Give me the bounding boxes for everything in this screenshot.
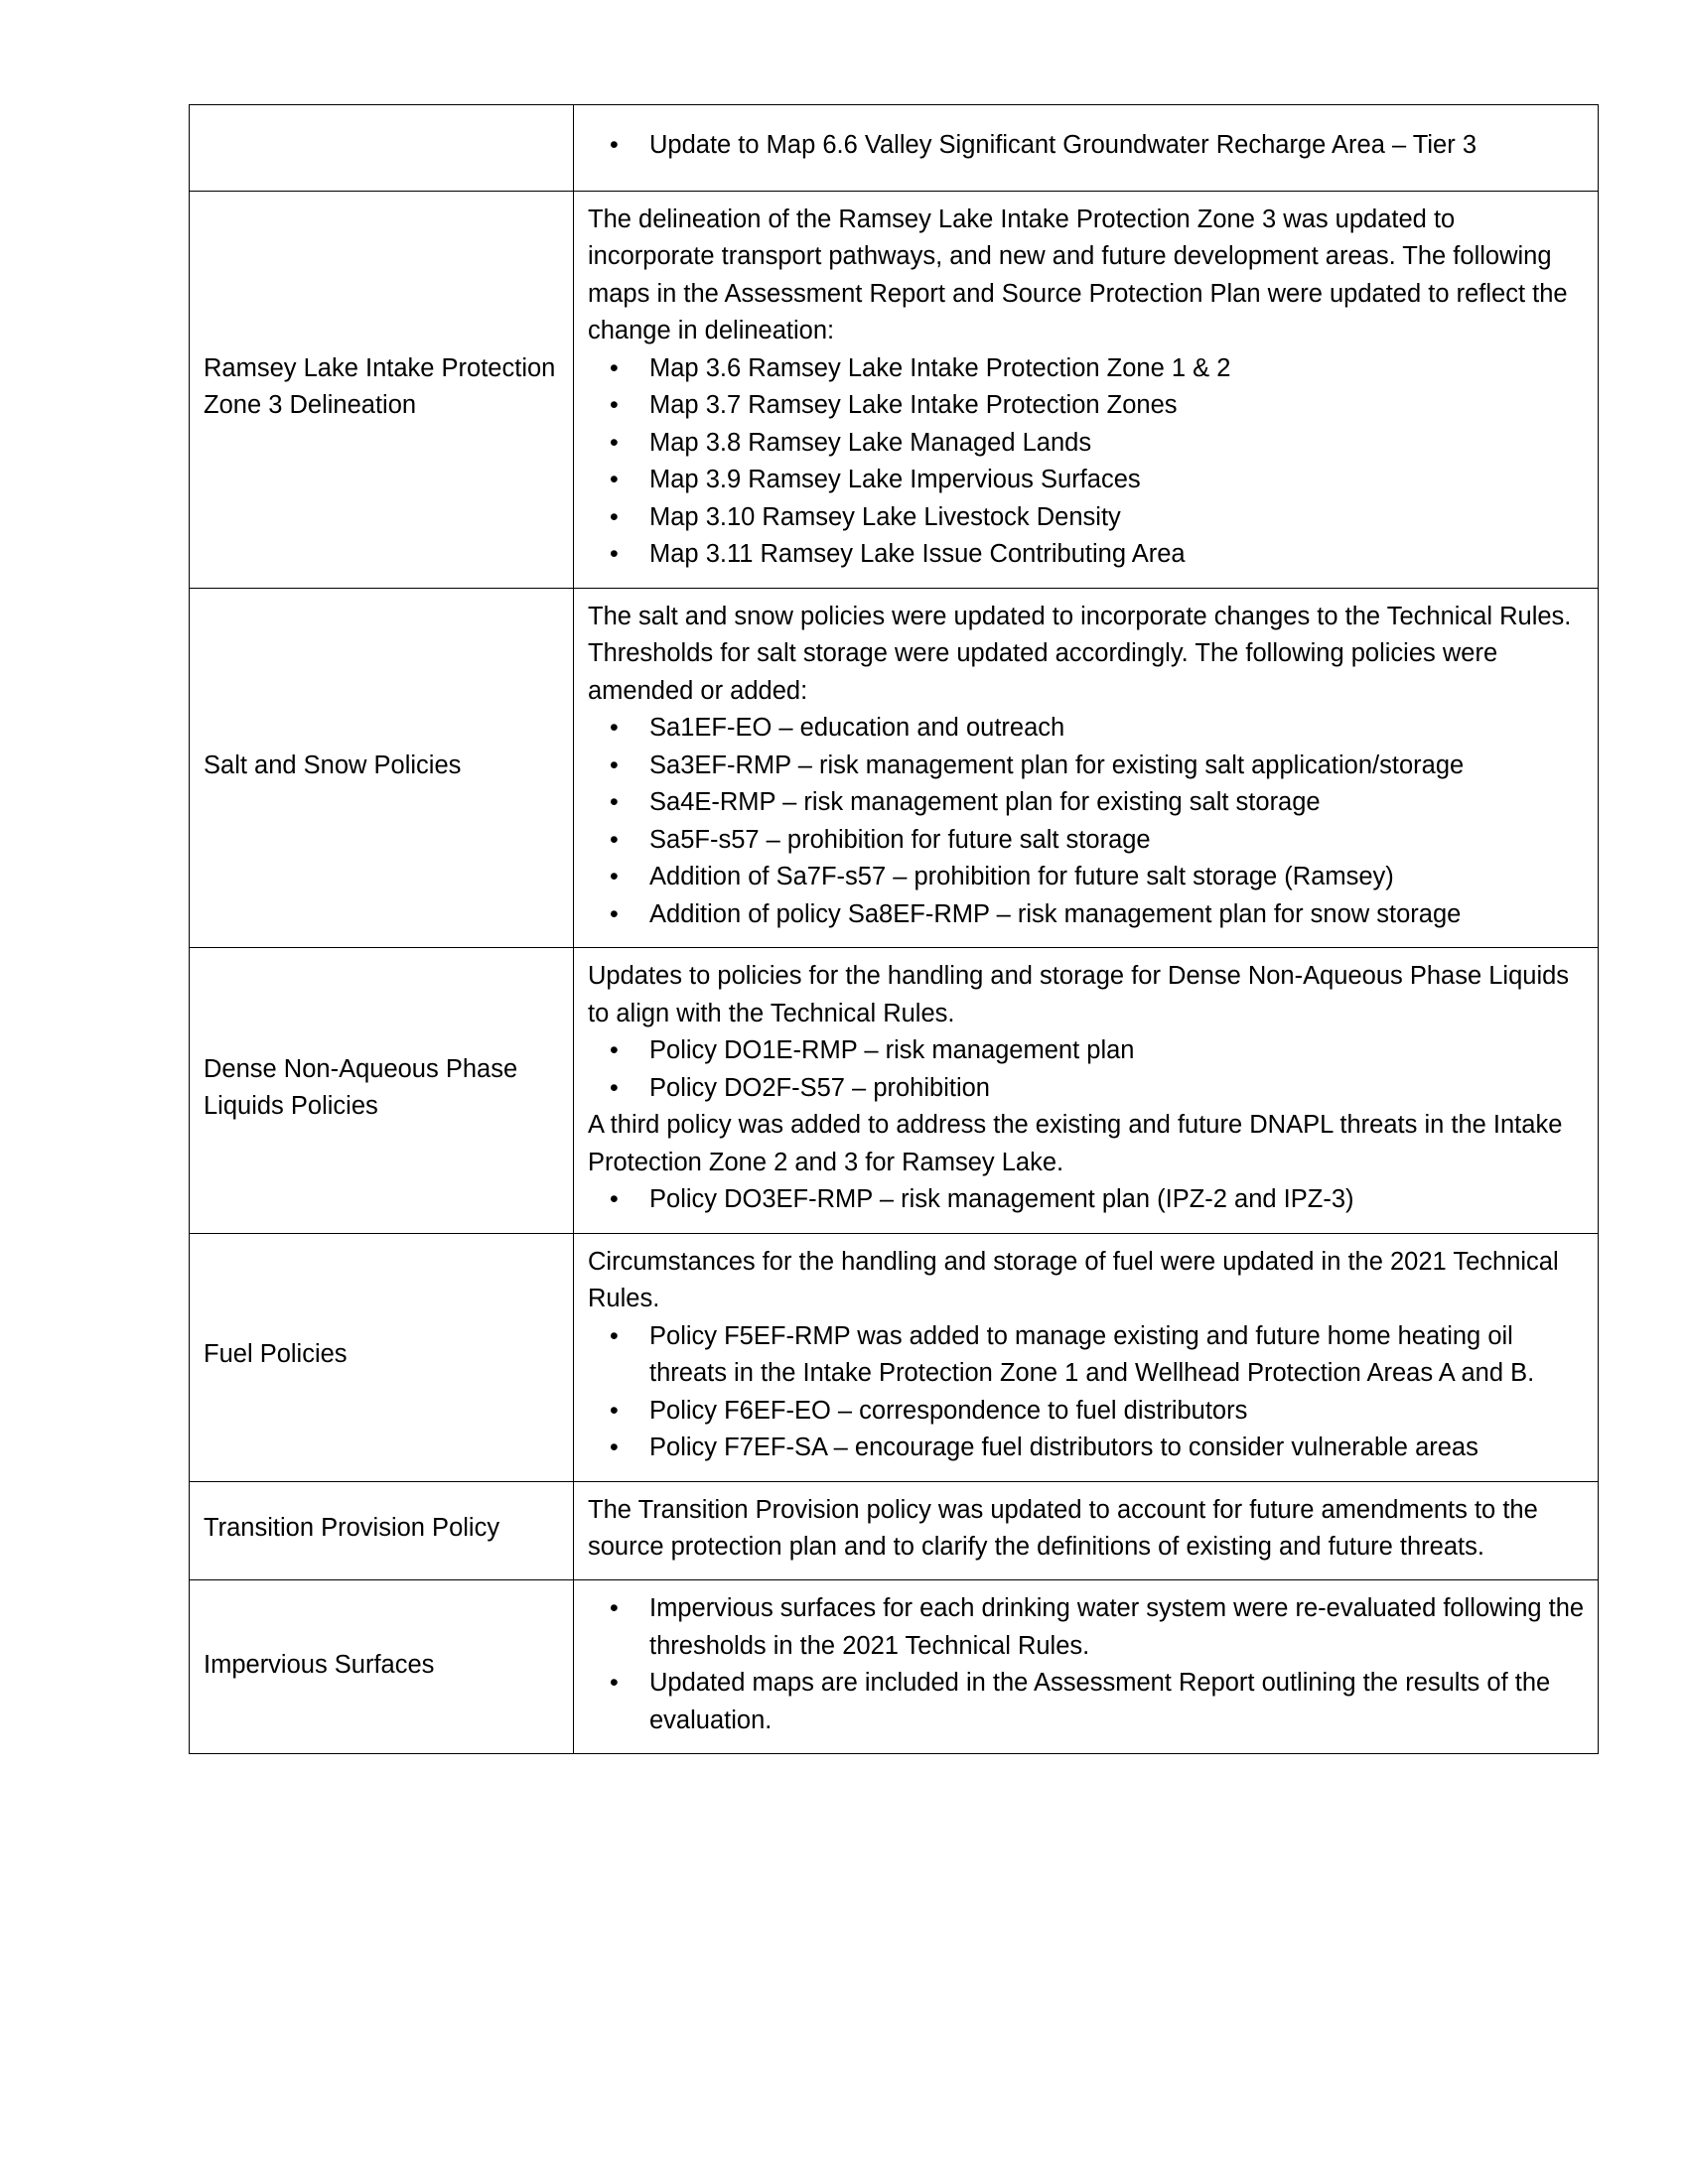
paragraph: The Transition Provision policy was updated to account for future amendments to the source protection plan and to clarify the definitions of existing and future threats. bbox=[588, 1495, 1538, 1561]
list-item: • Sa1EF-EO – education and outreach bbox=[588, 710, 1586, 747]
bullet-list bbox=[588, 1032, 1586, 1107]
table-row bbox=[190, 588, 1599, 947]
row-label: Ramsey Lake Intake Protection Zone 3 Delineation bbox=[204, 353, 556, 420]
table-row bbox=[190, 1481, 1599, 1580]
list-item: • Policy DO1E-RMP – risk management plan bbox=[588, 1032, 1586, 1069]
list-item: • Map 3.9 Ramsey Lake Impervious Surfaces bbox=[588, 462, 1586, 498]
table-row bbox=[190, 105, 1599, 192]
row-label-cell bbox=[190, 1233, 574, 1481]
paragraph: Updates to policies for the handling and storage for Dense Non-Aqueous Phase Liquids to align with the Technical Rules. bbox=[588, 962, 1570, 1027]
list-item: • Sa5F-s57 – prohibition for future salt storage bbox=[588, 822, 1586, 859]
table-row bbox=[190, 948, 1599, 1233]
list-item: • Policy F6EF-EO – correspondence to fuel distributors bbox=[588, 1393, 1586, 1430]
row-label-cell bbox=[190, 1580, 574, 1754]
list-item: • Policy DO3EF-RMP – risk management plan (IPZ-2 and IPZ-3) bbox=[588, 1181, 1586, 1218]
list-item: • Sa3EF-RMP – risk management plan for existing salt application/storage bbox=[588, 748, 1586, 784]
bullet-list bbox=[588, 350, 1586, 574]
row-label-cell bbox=[190, 948, 574, 1233]
paragraph: The delineation of the Ramsey Lake Intake Protection Zone 3 was updated to incorporate transport pathways, and new and future development areas. The following maps in the Assessment Report and Source Protection Plan were updated to reflect the change in delineation: bbox=[588, 205, 1568, 345]
list-item: • Policy F5EF-RMP was added to manage existing and future home heating oil threats in the Intake Protection Zone 1 and Wellhead Protection Areas A and B. bbox=[588, 1318, 1586, 1393]
row-content-cell bbox=[574, 105, 1599, 192]
row-label-cell bbox=[190, 105, 574, 192]
table-row bbox=[190, 1233, 1599, 1481]
row-label: Fuel Policies bbox=[204, 1340, 348, 1369]
list-item: • Addition of policy Sa8EF-RMP – risk management plan for snow storage bbox=[588, 896, 1586, 933]
list-item: • Updated maps are included in the Assessment Report outlining the results of the evaluation. bbox=[588, 1665, 1586, 1739]
row-label: Impervious Surfaces bbox=[204, 1650, 435, 1679]
list-item: • Update to Map 6.6 Valley Significant Groundwater Recharge Area – Tier 3 bbox=[588, 127, 1586, 164]
list-item: • Map 3.6 Ramsey Lake Intake Protection Zone 1 & 2 bbox=[588, 350, 1586, 387]
paragraph: Circumstances for the handling and storage of fuel were updated in the 2021 Technical Rules. bbox=[588, 1247, 1559, 1313]
bullet-list bbox=[588, 1181, 1586, 1218]
row-content-cell bbox=[574, 192, 1599, 589]
list-item: • Impervious surfaces for each drinking water system were re-evaluated following the thresholds in the 2021 Technical Rules. bbox=[588, 1590, 1586, 1665]
list-item: • Policy F7EF-SA – encourage fuel distributors to consider vulnerable areas bbox=[588, 1430, 1586, 1466]
list-item: • Policy DO2F-S57 – prohibition bbox=[588, 1070, 1586, 1107]
row-label-cell bbox=[190, 192, 574, 589]
row-content-cell bbox=[574, 588, 1599, 947]
list-item: • Map 3.8 Ramsey Lake Managed Lands bbox=[588, 425, 1586, 462]
bullet-list bbox=[588, 127, 1586, 164]
updates-summary-table bbox=[189, 104, 1599, 1754]
row-content-cell bbox=[574, 1481, 1599, 1580]
row-content-cell bbox=[574, 1233, 1599, 1481]
paragraph: A third policy was added to address the existing and future DNAPL threats in the Intake Protection Zone 2 and 3 for Ramsey Lake. bbox=[588, 1111, 1563, 1176]
bullet-list bbox=[588, 710, 1586, 933]
list-item: • Map 3.7 Ramsey Lake Intake Protection Zones bbox=[588, 387, 1586, 424]
list-item: • Addition of Sa7F-s57 – prohibition for future salt storage (Ramsey) bbox=[588, 859, 1586, 895]
row-label: Transition Provision Policy bbox=[204, 1514, 500, 1543]
row-label-cell bbox=[190, 588, 574, 947]
row-content-cell bbox=[574, 1580, 1599, 1754]
paragraph: The salt and snow policies were updated to incorporate changes to the Technical Rules. Thresholds for salt storage were updated accordingly. The following policies were amended or added: bbox=[588, 602, 1572, 705]
list-item: • Map 3.10 Ramsey Lake Livestock Density bbox=[588, 499, 1586, 536]
list-item: • Sa4E-RMP – risk management plan for existing salt storage bbox=[588, 784, 1586, 821]
row-content-cell bbox=[574, 948, 1599, 1233]
bullet-list bbox=[588, 1590, 1586, 1739]
table-row bbox=[190, 1580, 1599, 1754]
row-label: Dense Non-Aqueous Phase Liquids Policies bbox=[204, 1054, 518, 1121]
table-body bbox=[190, 105, 1599, 1754]
row-label-cell bbox=[190, 1481, 574, 1580]
list-item: • Map 3.11 Ramsey Lake Issue Contributing Area bbox=[588, 536, 1586, 573]
row-label: Salt and Snow Policies bbox=[204, 751, 462, 779]
table-row bbox=[190, 192, 1599, 589]
bullet-list bbox=[588, 1318, 1586, 1467]
